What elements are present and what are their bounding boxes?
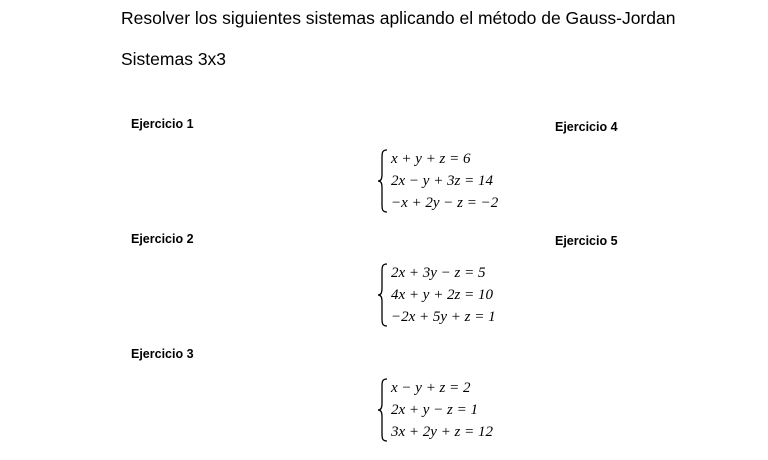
page-title: Resolver los siguientes sistemas aplicando el método de Gauss-Jordan — [121, 8, 676, 28]
equation-line: −2x + 5y + z = 1 — [391, 309, 496, 325]
equation-line: x + y + z = 6 — [391, 151, 471, 167]
section-subtitle: Sistemas 3x3 — [121, 49, 227, 69]
equation-line: −x + 2y − z = −2 — [391, 195, 499, 211]
exercise-label-5: Ejercicio 5 — [555, 234, 618, 248]
equation-line: 2x + y − z = 1 — [391, 402, 479, 418]
exercise-label-4: Ejercicio 4 — [555, 120, 618, 134]
equation-line: 2x + 3y − z = 5 — [391, 265, 486, 281]
left-brace-icon — [377, 262, 389, 328]
left-brace-icon — [377, 377, 389, 443]
equation-line: x − y + z = 2 — [391, 380, 471, 396]
exercise-label-3: Ejercicio 3 — [131, 347, 194, 361]
equation-line: 4x + y + 2z = 10 — [391, 287, 494, 303]
equation-line: 3x + 2y + z = 12 — [391, 424, 494, 440]
left-brace-icon — [377, 148, 389, 214]
equation-line: 2x − y + 3z = 14 — [391, 173, 494, 189]
exercise-label-1: Ejercicio 1 — [131, 117, 194, 131]
exercise-label-2: Ejercicio 2 — [131, 232, 194, 246]
